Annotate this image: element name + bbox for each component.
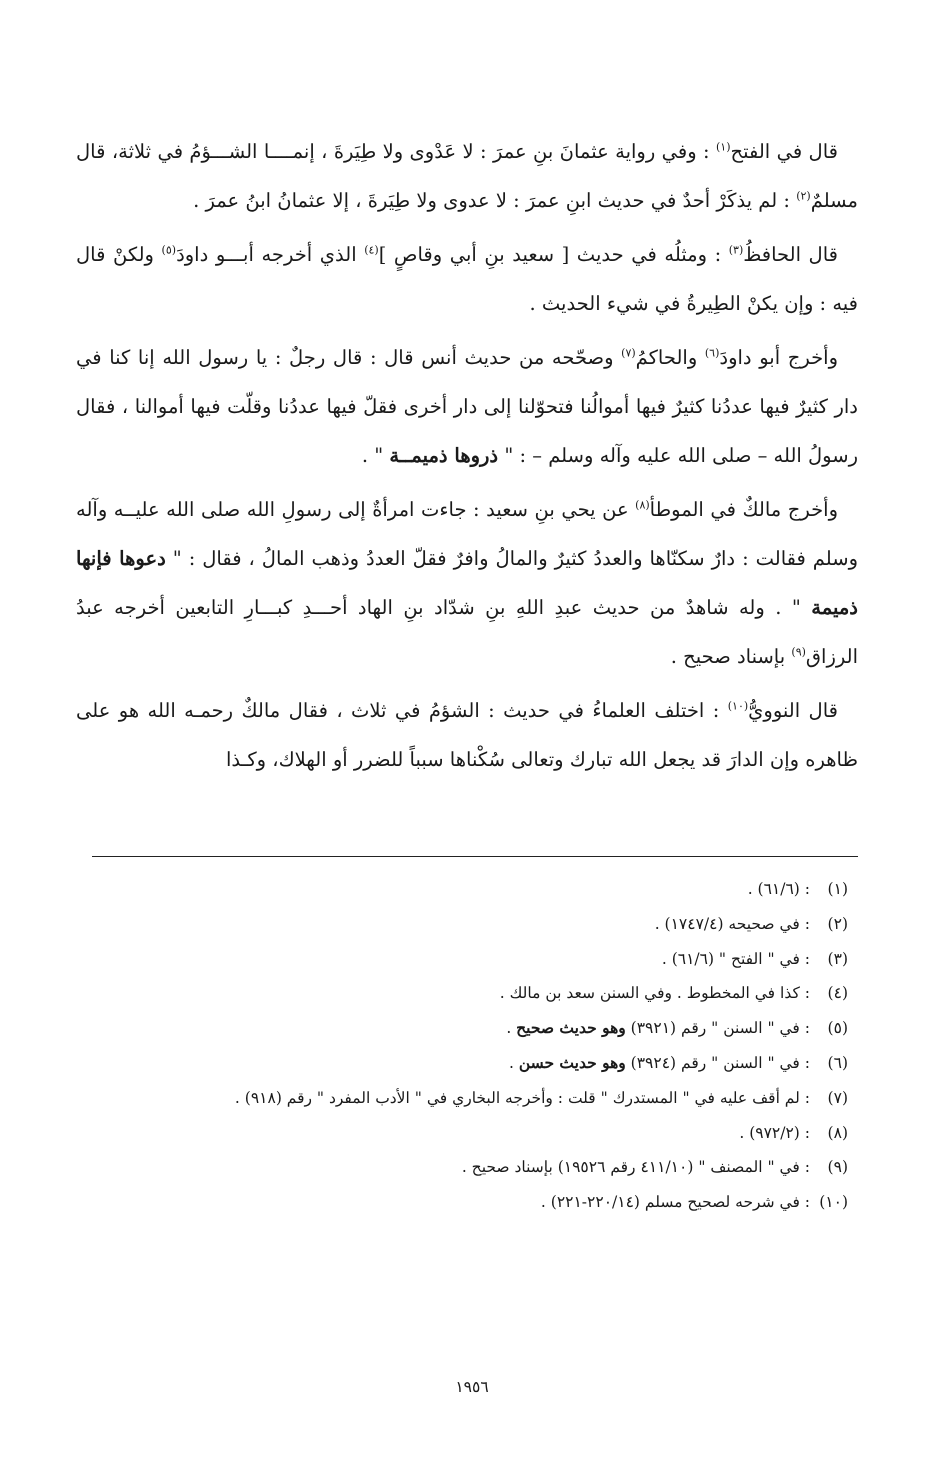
footnote-number: (٣) (827, 949, 848, 968)
paragraph-footnote-marker: (٨) (635, 498, 650, 512)
paragraph-footnote-marker: (٣) (728, 243, 744, 257)
footnote-number: (٢) (827, 914, 848, 933)
paragraph-footnote-marker: (٤) (364, 243, 379, 257)
paragraph-text: وأخرج أبو داودَ (719, 346, 838, 369)
footnote-number: (٧) (827, 1088, 848, 1107)
paragraph-text: : وفي رواية عثمانَ بنِ عمرَ : لا عَدْوى ولا طِيَرةَ ، إنمــــا الشـــؤمُ في ثلاثة، قال مسلمٌ (76, 140, 858, 212)
footnote-separator (92, 856, 858, 857)
footnote-text: : (٦١/٦) . (747, 880, 810, 898)
footnote-item (120, 976, 848, 1011)
footnote-text: : في " السنن " رقم (٣٩٢١) (625, 1019, 810, 1038)
paragraph-text: بإسناد صحيح . (670, 645, 792, 668)
paragraph-footnote-marker: (١) (715, 140, 731, 154)
footnote-item (120, 1081, 848, 1116)
paragraph-footnote-marker: (٦) (704, 346, 720, 360)
footnote-number: (٦) (827, 1053, 848, 1072)
footnote-text: : لم أقف عليه في " المستدرك " قلت : وأخرجه البخاري في " الأدب المفرد " رقم (٩١٨) . (234, 1088, 810, 1107)
footnote-text: : في " السنن " رقم (٣٩٢٤) (625, 1053, 810, 1072)
footnote-item (120, 1185, 848, 1220)
paragraph-text: والحاكمُ (635, 346, 705, 369)
paragraph-text: وصحّحه من حديث أنس قال : قال رجلٌ : يا رسول الله إنا كنا في دار كثيرٌ فيها عددُنا كثيرٌ فيها أموالُنا فتحوّلنا إلى دار أخرى فقلّ فيها عددُنا وقلّت فيها أموالنا ، فقال رسولُ الله – صلى الله عليه وآله وسلم – : " (76, 346, 858, 467)
footnote-item (120, 1046, 848, 1081)
footnote-text: : في شرحه لصحيح مسلم (٢٢٠/١٤-٢٢١) . (540, 1193, 810, 1212)
paragraph-text: " . (361, 444, 390, 467)
paragraph-text: " . وله شاهدٌ من حديث عبدِ اللهِ بنِ شدّاد بنِ الهاد أحـــدِ كبـــارِ التابعين أخرجه عبدُ الرزاق (76, 596, 858, 668)
paragraph-footnote-marker: (٥) (161, 243, 177, 257)
footnote-item (120, 872, 848, 907)
paragraph-text: ولكنْ قال فيه : وإن يكنْ الطِيرةُ في شيء الحديث . (76, 243, 858, 315)
footnote-text: . (508, 1053, 519, 1072)
paragraph-fath (76, 127, 858, 225)
paragraph-footnote-marker: (٩) (791, 645, 806, 659)
footnote-number: (٩) (827, 1158, 848, 1177)
paragraph-bold-text: ذروها ذميمــة (389, 444, 499, 467)
footnote-number: (١٠) (819, 1193, 848, 1212)
footnote-text: . (506, 1019, 517, 1038)
footnote-item (120, 907, 848, 942)
main-text (76, 127, 858, 789)
footnote-text: : في " الفتح " (٦١/٦) . (661, 949, 810, 968)
paragraph-malik (76, 485, 858, 681)
page-number: ١٩٥٦ (455, 1378, 489, 1396)
paragraph-text: عن يحي بنِ سعيد : جاءت امرأةٌ إلى رسولِ الله صلى الله عليــه وآله وسلم فقالت : دارٌ سكنّاها والعددُ كثيرٌ والمالُ وافرٌ فقلّ العددُ وذهب المالُ ، فقال : " (76, 498, 858, 570)
footnote-text: : كذا في المخطوط . وفي السنن سعد بن مالك . (499, 984, 810, 1003)
footnote-number: (١) (827, 880, 848, 898)
footnote-item (120, 1011, 848, 1046)
paragraph-text: قال الحافظُ (743, 243, 838, 266)
footnote-bold-text: وهو حديث حسن (518, 1052, 626, 1072)
footnote-text: : في صحيحه (١٧٤٧/٤) . (654, 914, 810, 933)
footnote-text: : (٩٧٢/٢) . (739, 1123, 810, 1142)
footnote-text: : في " المصنف " (٤١١/١٠ رقم ١٩٥٢٦) بإسناد صحيح . (461, 1158, 810, 1177)
paragraph-text: : لم يذكَرْ أحدٌ في حديث ابنِ عمرَ : لا عدوى ولا طِيَرةَ ، إلا عثمانُ ابنُ عمرَ . (193, 189, 797, 212)
paragraph-footnote-marker: (٧) (621, 346, 636, 360)
paragraph-text: وأخرج مالكٌ في الموطأ (649, 498, 838, 521)
footnote-item (120, 1150, 848, 1185)
paragraph-footnote-marker: (٢) (796, 189, 811, 203)
paragraph-bold-text: دعوها فإنها ذميمة (76, 547, 858, 619)
footnotes (120, 872, 848, 1220)
footnote-item (120, 1116, 848, 1151)
footnote-number: (٨) (827, 1123, 848, 1142)
paragraph-text: قال في الفتح (730, 140, 838, 163)
paragraph-text: قال النوويُّ (748, 699, 838, 722)
footnote-bold-text: وهو حديث صحيح (516, 1018, 626, 1038)
paragraph-text: : اختلف العلماءُ في حديث : الشؤمُ في ثلاث ، فقال مالكٌ رحمـه الله هو على ظاهره وإن الدارَ قد يجعل الله تبارك وتعالى سُكْناها سبباً للضرر أو الهلاك، وكـذا (76, 699, 858, 771)
paragraph-footnote-marker: (١٠) (727, 699, 749, 713)
paragraph-hafiz (76, 230, 858, 328)
footnote-item (120, 942, 848, 977)
paragraph-nawawi (76, 686, 858, 784)
footnote-number: (٤) (827, 984, 848, 1003)
paragraph-abu-dawud (76, 333, 858, 480)
footnote-number: (٥) (827, 1019, 848, 1038)
paragraph-text: : ومثلُه في حديث [ سعيد بنِ أبي وقاصٍ ] (378, 243, 729, 266)
paragraph-text: الذي أخرجه أبـــو داودَ (176, 243, 365, 266)
